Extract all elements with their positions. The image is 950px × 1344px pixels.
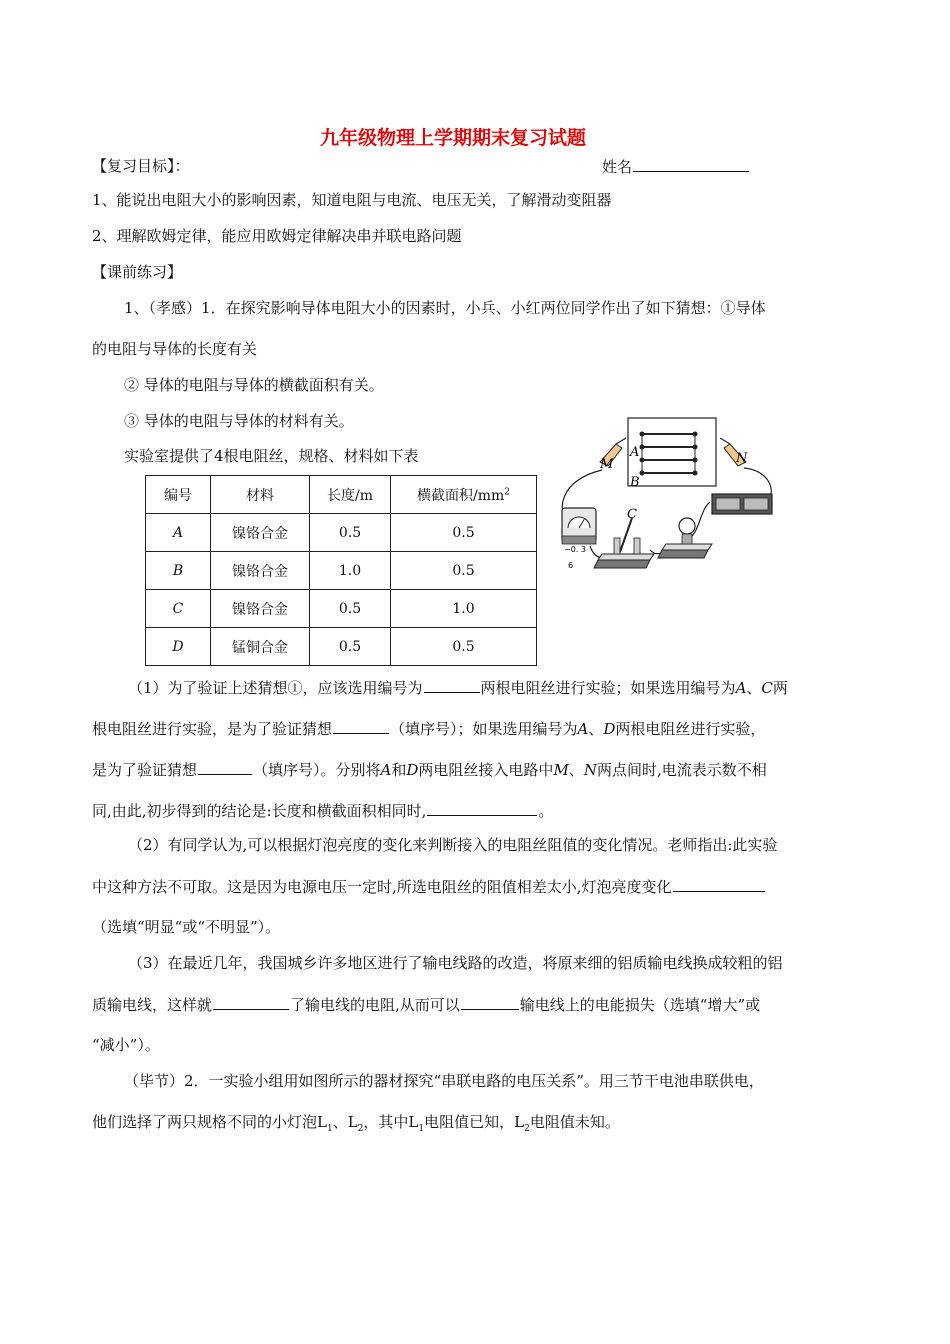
table-cell: 0.5 [391, 628, 537, 666]
table-header-row [146, 476, 537, 514]
answer-blank-7[interactable] [461, 994, 519, 1010]
table-cell: 0.5 [310, 590, 391, 628]
sub1-line1: （1）为了验证上述猜想①，应该选用编号为 两根电阻丝进行实验；如果选用编号为A、C两 [128, 679, 788, 697]
table-cell: 锰铜合金 [211, 628, 310, 666]
sub1-line2: 根电阻丝进行实验，是为了验证猜想 （填序号）；如果选用编号为A、D两根电阻丝进行实验， [92, 720, 766, 738]
meter-label-2: 6 [568, 561, 574, 570]
table-cell: 镍铬合金 [211, 514, 310, 552]
label-b: B [630, 475, 640, 490]
goal-1: 1、能说出电阻大小的影响因素，知道电阻与电流、电压无关，了解滑动变阻器 [92, 191, 612, 209]
table-cell: B [146, 552, 211, 590]
label-m: M [600, 457, 614, 472]
table-cell: 0.5 [310, 514, 391, 552]
answer-blank-5[interactable] [673, 876, 765, 892]
page-title: 九年级物理上学期期末复习试题 [320, 127, 587, 149]
sub3-line1: （3）在最近几年，我国城乡许多地区进行了输电线路的改造，将原来细的铝质输电线换成较粗的铝 [128, 954, 783, 972]
battery-icon [712, 494, 772, 514]
sub1-line4: 同,由此,初步得到的结论是:长度和横截面积相同时, 。 [92, 802, 554, 820]
table-cell: D [146, 628, 211, 666]
resistance-board [628, 418, 716, 486]
table-cell: 镍铬合金 [211, 590, 310, 628]
meter-label-1: −0. 3 [564, 545, 586, 554]
table-cell: C [146, 590, 211, 628]
table-cell: 1.0 [391, 590, 537, 628]
answer-blank-1[interactable] [424, 677, 480, 693]
sub2-line2: 中这种方法不可取。这是因为电源电压一定时,所选电阻丝的阻值相差太小,灯泡亮度变化 [92, 876, 766, 897]
sub2-line1: （2）有同学认为,可以根据灯泡亮度的变化来判断接入的电阻丝阻值的变化情况。老师指出:此实验 [128, 836, 778, 854]
table-cell: A [146, 514, 211, 552]
table-cell: 0.5 [310, 628, 391, 666]
q1-lab-text: 实验室提供了4根电阻丝，规格、材料如下表 [124, 447, 419, 465]
practice-label: 【课前练习】 [92, 263, 183, 281]
table-cell: 0.5 [391, 514, 537, 552]
sub3-line2: 质输电线，这样就 了输电线的电阻,从而可以 输电线上的电能损失（选填“增大”或 [92, 996, 761, 1014]
q2-line1: （毕节）2．一实验小组用如图所示的器材探究“串联电路的电压关系”。用三节干电池串联供电， [124, 1072, 764, 1090]
sub3-line3: “减小”）。 [92, 1036, 160, 1054]
name-blank[interactable] [633, 156, 749, 172]
table-header: 材料 [211, 476, 310, 514]
review-goal-label: 【复习目标】： [92, 157, 190, 175]
answer-blank-2[interactable] [333, 718, 389, 734]
name-field[interactable] [602, 156, 750, 177]
resistance-wire-table [145, 475, 537, 666]
q1-intro-line2: 的电阻与导体的长度有关 [92, 340, 258, 358]
answer-blank-6[interactable] [213, 994, 289, 1010]
table-row [146, 628, 537, 666]
q1-guess-2: ② 导体的电阻与导体的横截面积有关。 [124, 376, 384, 394]
q1-guess-3: ③ 导体的电阻与导体的材料有关。 [124, 412, 354, 430]
name-label: 姓名 [602, 158, 633, 176]
table-cell: 1.0 [310, 552, 391, 590]
label-n: N [736, 451, 748, 466]
sub1-line3: 是为了验证猜想 （填序号）。分别将A和D两电阻丝接入电路中M、N两点间时,电流表示数不相 [92, 761, 767, 779]
table-cell: 0.5 [391, 552, 537, 590]
table-header-area: 横截面积$/mm^2$ [391, 476, 537, 514]
table-header: 编号 [146, 476, 211, 514]
switch-icon [594, 518, 654, 568]
table-header: 长度/m [310, 476, 391, 514]
answer-blank-3[interactable] [198, 759, 252, 775]
bulb-icon [658, 518, 712, 558]
q2-line2: 他们选择了两只规格不同的小灯泡$L_1$、$L_2$，其中$L_1$电阻值已知，$L_2$电阻值未知。 [92, 1113, 620, 1134]
table-row [146, 552, 537, 590]
circuit-diagram [550, 410, 790, 580]
q1-intro-line1: 1、（孝感）1．在探究影响导体电阻大小的因素时，小兵、小红两位同学作出了如下猜想：①导体 [124, 299, 766, 317]
table-cell: 镍铬合金 [211, 552, 310, 590]
label-a: A [630, 445, 640, 460]
label-c: C [627, 507, 637, 522]
ammeter-icon [562, 508, 596, 544]
sub2-line3: （选填“明显“或“不明显”）。 [92, 918, 281, 936]
goal-2: 2、理解欧姆定律，能应用欧姆定律解决串并联电路问题 [92, 227, 462, 245]
table-row [146, 590, 537, 628]
answer-blank-4[interactable] [427, 800, 537, 816]
table-row [146, 514, 537, 552]
